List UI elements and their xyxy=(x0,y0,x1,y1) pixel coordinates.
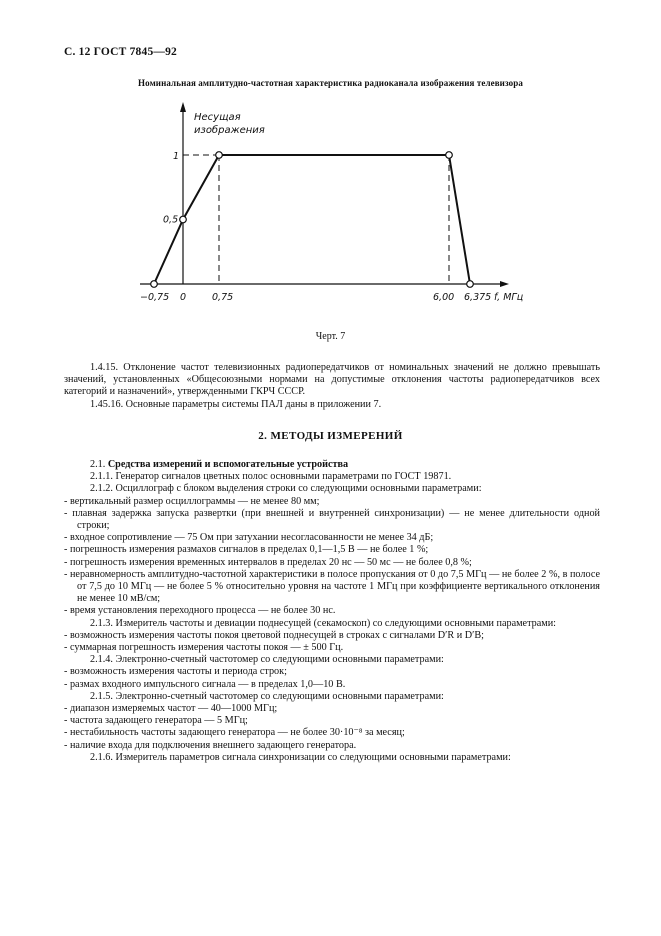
x-tick-label: 0,75 xyxy=(212,292,234,303)
data-point xyxy=(216,152,223,159)
list-item: - плавная задержка запуска развертки (при внешней и внутренней синхронизации) — не менее длительности одной строки; xyxy=(64,507,600,532)
list-item: - возможность измерения частоты и периода строк; xyxy=(64,666,287,678)
x-axis-label: f, МГц xyxy=(494,292,524,303)
paragraphs-top xyxy=(64,362,600,411)
subsection-title: Средства измерений и вспомогательные устройства xyxy=(107,459,349,470)
x-tick-label: 6,375 xyxy=(464,292,492,303)
list-item: - размах входного импульсного сигнала — в пределах 1,0—10 В. xyxy=(64,678,346,690)
items-list xyxy=(64,471,600,764)
data-point xyxy=(467,281,474,288)
list-item: - погрешность измерения временных интервалов в пределах 20 нс — 50 мс — не более 0,8 %; xyxy=(64,556,472,568)
frequency-response-chart xyxy=(0,100,661,315)
list-item: - частота задающего генератора — 5 МГц; xyxy=(64,715,248,727)
y-tick-label: 1 xyxy=(173,151,180,162)
list-item: - вертикальный размер осциллограммы — не менее 80 мм; xyxy=(64,495,320,507)
figure-title: Номинальная амплитудно-частотная характеристика радиоканала изображения телевизора xyxy=(138,78,523,88)
paragraph-1-4-15: 1.4.15. Отклонение частот телевизионных радиопередатчиков от номинальных значений не должно превышать значений, установленных «Общесоюзными нормами на допустимые отклонения частоты радиопередатчиков всех категорий и назначений», утвержденными ГКРЧ СССР. xyxy=(64,362,600,398)
section-title: 2. МЕТОДЫ ИЗМЕРЕНИЙ xyxy=(258,430,403,442)
x-axis-arrow xyxy=(500,281,509,287)
section-body xyxy=(64,459,600,764)
y-tick-label: 0,5 xyxy=(163,214,179,226)
data-point xyxy=(446,152,453,159)
numbered-item: 2.1.6. Измеритель параметров сигнала синхронизации со следующими основными параметрами: xyxy=(90,751,511,763)
paragraph-1-45-16: 1.45.16. Основные параметры системы ПАЛ даны в приложении 7. xyxy=(90,398,382,410)
y-axis-label-line-2: изображения xyxy=(194,125,265,136)
page-header: С. 12 ГОСТ 7845—92 xyxy=(64,46,177,58)
data-point xyxy=(151,281,158,288)
list-item: - возможность измерения частоты покоя цветовой поднесущей в строках с сигналами D′R и D′B; xyxy=(64,629,484,641)
list-item: - входное сопротивление — 75 Ом при затухании несогласованности не менее 34 дБ; xyxy=(64,532,434,544)
list-item: - наличие входа для подключения внешнего задающего генератора. xyxy=(64,739,357,751)
x-tick-label: 6,00 xyxy=(433,292,455,303)
list-item: - время установления переходного процесса — не более 30 нс. xyxy=(64,605,336,617)
numbered-item: 2.1.5. Электронно-счетный частотомер со следующими основными параметрами: xyxy=(90,690,444,702)
y-axis-label-line-1: Несущая xyxy=(194,112,241,123)
subsection-heading xyxy=(64,459,600,471)
figure-caption: Черт. 7 xyxy=(315,331,346,342)
subsection-number: 2.1. xyxy=(90,459,106,470)
list-item: - неравномерность амплитудно-частотной характеристики в полосе пропускания от 0 до 7,5 МГц — не более 2 %, в полосе от 7,5 до 10 МГц — не более 5 % относительно уровня на частоте 1 МГц при коэффициенте вертикального отклонения не менее 10 мВ/см; xyxy=(64,568,600,605)
list-item: - нестабильность частоты задающего генератора — не более 30·10⁻⁸ за месяц; xyxy=(64,727,405,739)
list-item: - диапазон измеряемых частот — 40—1000 МГц; xyxy=(64,703,278,715)
data-point xyxy=(180,216,187,223)
list-item: - погрешность измерения размахов сигналов в пределах 0,1—1,5 В — не более 1 %; xyxy=(64,544,429,556)
series-line xyxy=(154,155,470,284)
numbered-item: 2.1.4. Электронно-счетный частотомер со следующими основными параметрами: xyxy=(90,654,444,666)
y-axis-arrow xyxy=(180,102,186,112)
list-item: - суммарная погрешность измерения частоты покоя — ± 500 Гц. xyxy=(64,642,344,654)
numbered-item: 2.1.1. Генератор сигналов цветных полос основными параметрами по ГОСТ 19871. xyxy=(90,471,452,483)
numbered-item: 2.1.3. Измеритель частоты и девиации поднесущей (секамоскоп) со следующими основными параметрами: xyxy=(90,617,556,629)
x-tick-label: −0,75 xyxy=(140,292,170,303)
numbered-item: 2.1.2. Осциллограф с блоком выделения строки со следующими основными параметрами: xyxy=(90,483,482,495)
x-tick-label: 0 xyxy=(180,292,187,303)
